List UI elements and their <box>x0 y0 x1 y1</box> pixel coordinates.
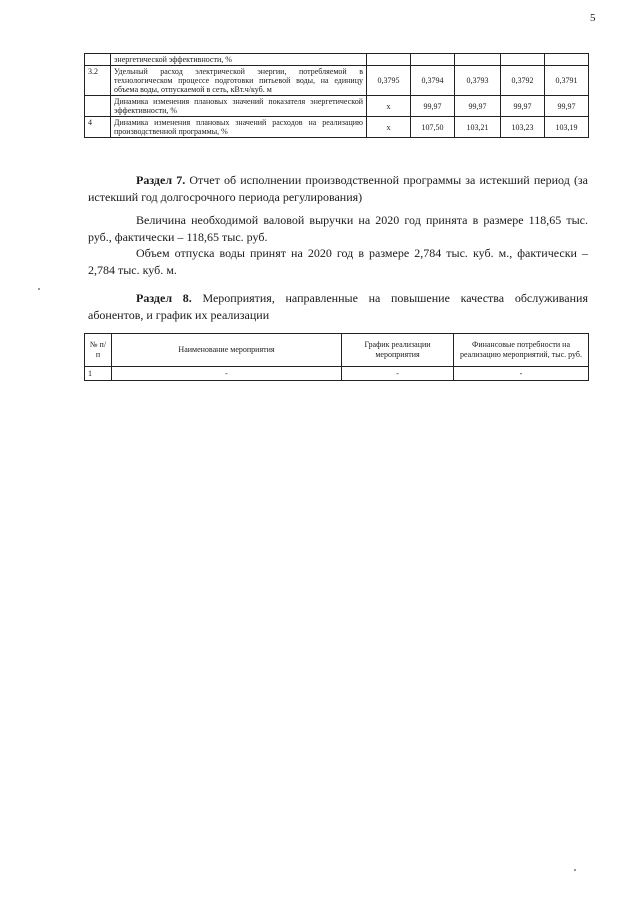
row-number <box>85 96 111 117</box>
row-description: Динамика изменения плановых значений показателя энергетической эффективности, % <box>111 96 367 117</box>
header-name: Наименование мероприятия <box>112 334 342 367</box>
measure-finance: - <box>454 367 589 381</box>
row-number: 3.2 <box>85 66 111 96</box>
page-number: 5 <box>590 12 596 24</box>
water-volume-paragraph: Объем отпуска воды принят на 2020 год в размере 2,784 тыс. куб. м., фактически – 2,784 тыс. куб. м. <box>88 246 588 277</box>
value-cell: 99,97 <box>455 96 501 117</box>
header-num: № п/п <box>85 334 112 367</box>
section-8-heading <box>88 290 588 324</box>
value-cell: 103,21 <box>455 117 501 138</box>
section-7-text: Отчет об исполнении производственной программы за истекший период (за истекший год долгосрочного периода регулирования) <box>88 173 589 204</box>
value-cell: 99,97 <box>545 96 589 117</box>
value-cell <box>501 54 545 66</box>
row-number: 1 <box>85 367 112 381</box>
value-cell: 0,3792 <box>501 66 545 96</box>
value-cell <box>455 54 501 66</box>
section-8-label: Раздел 8. <box>136 291 192 305</box>
row-description: Удельный расход электрической энергии, потребляемой в технологическом процессе подготовки питьевой воды, на единицу объема воды, отпускаемой в сеть, кВт.ч/куб. м <box>111 66 367 96</box>
row-description: Динамика изменения плановых значений расходов на реализацию производственной программы, % <box>111 117 367 138</box>
table-row <box>85 54 589 66</box>
value-cell: 99,97 <box>501 96 545 117</box>
value-cell <box>411 54 455 66</box>
scan-speck <box>38 288 40 290</box>
value-cell: 0,3791 <box>545 66 589 96</box>
value-cell: х <box>367 96 411 117</box>
table-header-row <box>85 334 589 367</box>
table-row <box>85 367 589 381</box>
value-cell: 0,3795 <box>367 66 411 96</box>
measures-table <box>84 333 589 381</box>
value-cell: 0,3794 <box>411 66 455 96</box>
row-number: 4 <box>85 117 111 138</box>
measure-schedule: - <box>342 367 454 381</box>
table-row <box>85 66 589 96</box>
value-cell <box>545 54 589 66</box>
revenue-paragraph: Величина необходимой валовой выручки на 2020 год принята в размере 118,65 тыс. руб., фактически – 118,65 тыс. руб. <box>88 213 588 244</box>
indicators-table <box>84 53 589 138</box>
scan-speck <box>574 869 576 871</box>
value-cell <box>367 54 411 66</box>
row-description: энергетической эффективности, % <box>111 54 367 66</box>
value-cell: 107,50 <box>411 117 455 138</box>
value-cell: 103,23 <box>501 117 545 138</box>
measure-name: - <box>112 367 342 381</box>
value-cell: х <box>367 117 411 138</box>
value-cell: 99,97 <box>411 96 455 117</box>
row-number <box>85 54 111 66</box>
table-row <box>85 117 589 138</box>
value-cell: 0,3793 <box>455 66 501 96</box>
header-schedule: График реализации мероприятия <box>342 334 454 367</box>
value-cell: 103,19 <box>545 117 589 138</box>
section-8-text: Мероприятия, направленные на повышение качества обслуживания абонентов, и график их реализации <box>88 291 588 322</box>
header-finance: Финансовые потребности на реализацию мероприятий, тыс. руб. <box>454 334 589 367</box>
table-row <box>85 96 589 117</box>
section-7-heading <box>88 172 588 206</box>
section-7-label: Раздел 7. <box>136 173 186 187</box>
